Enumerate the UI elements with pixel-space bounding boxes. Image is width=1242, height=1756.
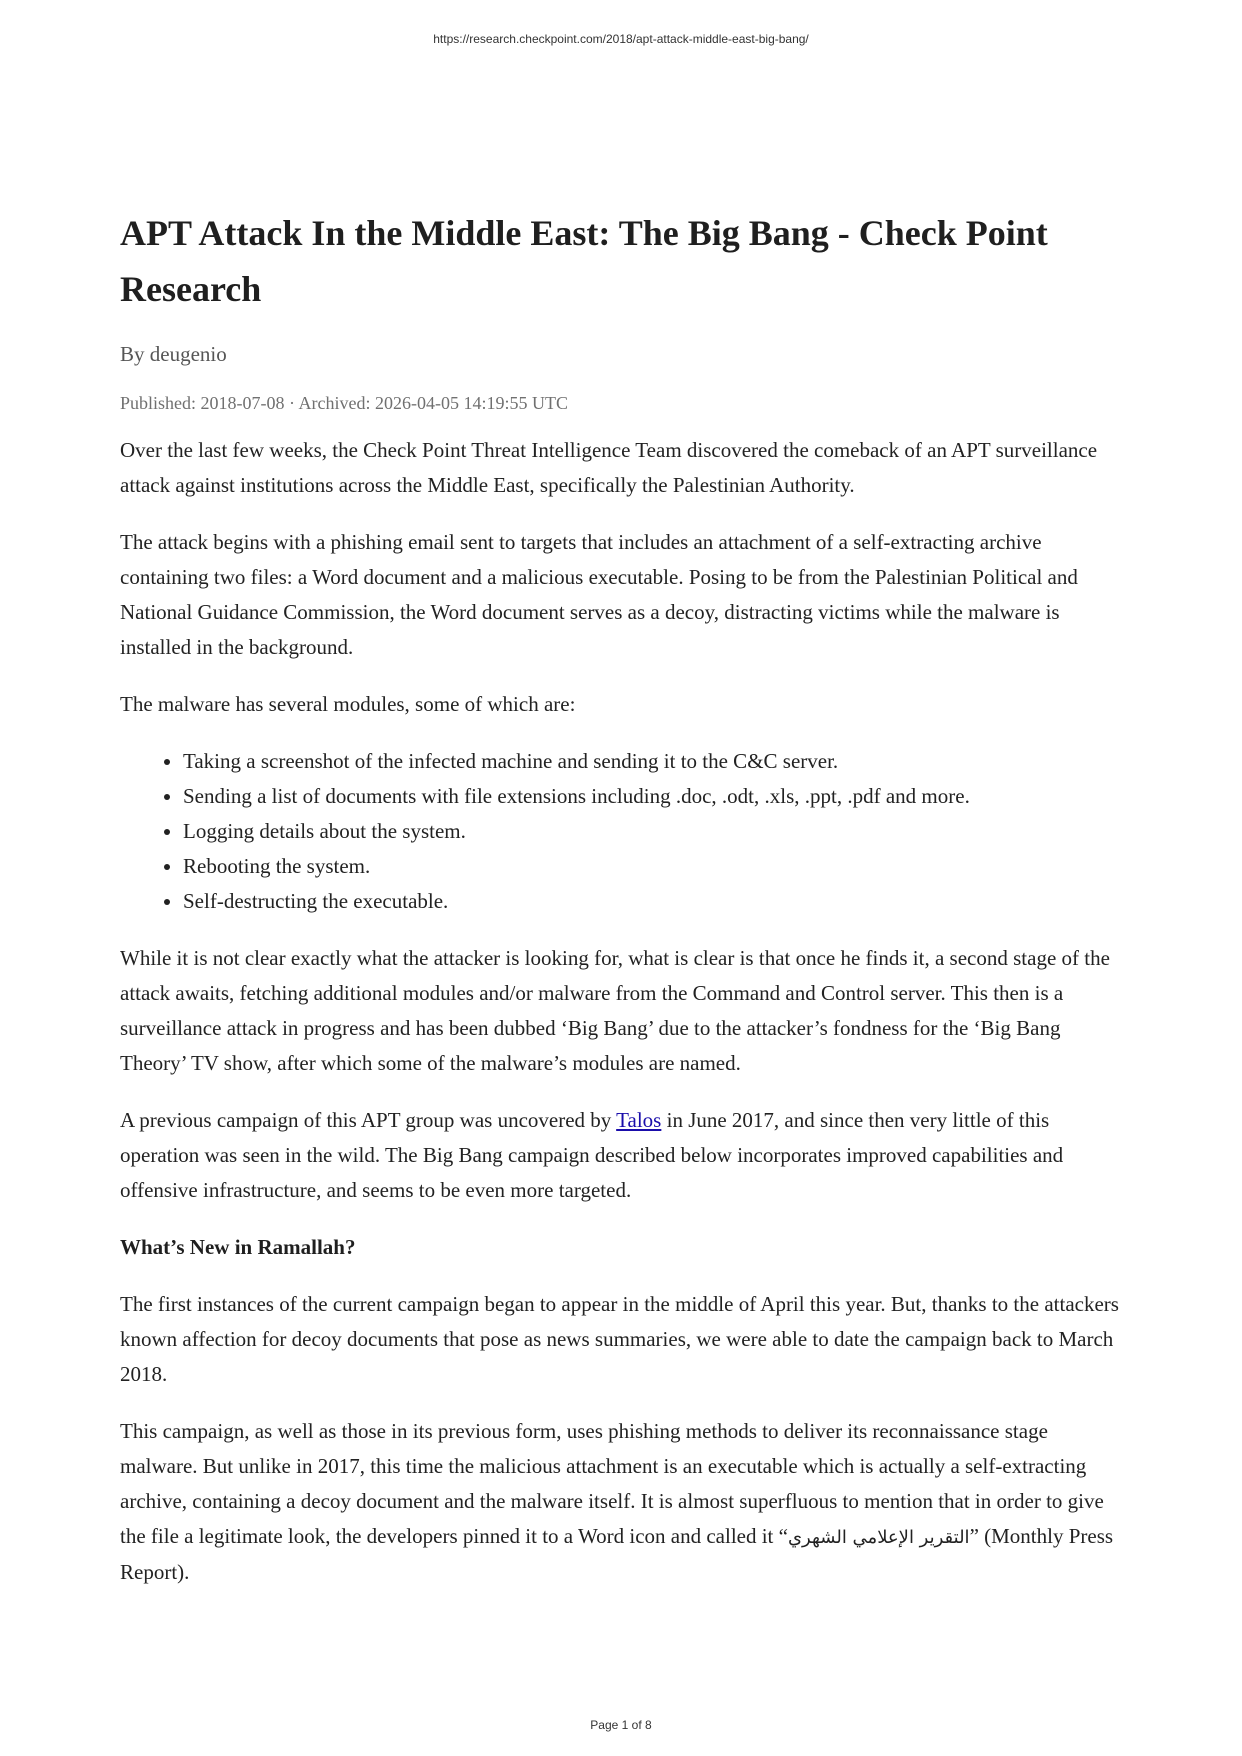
list-item: • Taking a screenshot of the infected machine and sending it to the C&C server.: [183, 744, 1130, 779]
paragraph-previous-campaign: [120, 1103, 1130, 1208]
talos-link[interactable]: Talos: [616, 1108, 662, 1132]
paragraph-second-stage: While it is not clear exactly what the attacker is looking for, what is clear is that once he finds it, a second stage of the attack awaits, fetching additional modules and/or malware from the Command and Control server. This then is a surveillance attack in progress and has been dubbed ‘Big Bang’ due to the attacker’s fondness for the ‘Big Bang Theory’ TV show, after which some of the malware’s modules are named.: [120, 946, 1110, 1075]
list-item: • Self-destructing the executable.: [183, 884, 1130, 919]
paragraph-intro: Over the last few weeks, the Check Point Threat Intelligence Team discovered the comeback of an APT surveillance attack against institutions across the Middle East, specifically the Palestinian Authority.: [120, 438, 1098, 497]
paragraph-attack: The attack begins with a phishing email sent to targets that includes an attachment of a self-extracting archive containing two files: a Word document and a malicious executable. Posing to be from the Palestinian Political and National Guidance Commission, the Word document serves as a decoy, distracting victims while the malware is installed in the background.: [120, 530, 1078, 659]
list-item: • Rebooting the system.: [183, 849, 1130, 884]
list-item: • Sending a list of documents with file extensions including .doc, .odt, .xls, .ppt, .pdf and more.: [183, 779, 1130, 814]
paragraph-text: A previous campaign of this APT group was uncovered by: [120, 1108, 617, 1132]
article-meta: Published: 2018-07-08 · Archived: 2026-04-05 14:19:55 UTC: [120, 393, 568, 413]
paragraph-phishing-methods: [120, 1414, 1130, 1590]
paragraph-modules-intro: The malware has several modules, some of which are:: [120, 692, 576, 716]
article-byline: By deugenio: [120, 342, 227, 366]
paragraph-text: in June 2017, and since then very little of this operation was seen in the wild. The Big Bang campaign described below incorporates improved capabilities and offensive infrastructure, and seems to be even more targeted.: [120, 1108, 1064, 1202]
article-title: APT Attack In the Middle East: The Big Bang - Check Point Research: [120, 213, 1048, 309]
page-url-header: https://research.checkpoint.com/2018/apt-attack-middle-east-big-bang/: [433, 32, 809, 46]
article-body: [120, 205, 1130, 1612]
paragraph-text: ” (Monthly Press Report).: [120, 1524, 1114, 1584]
paragraph-first-instances: The first instances of the current campaign began to appear in the middle of April this year. But, thanks to the attackers known affection for decoy documents that pose as news summaries, we were able to date the campaign back to March 2018.: [120, 1292, 1119, 1386]
paragraph-text: This campaign, as well as those in its previous form, uses phishing methods to deliver its reconnaissance stage malware. But unlike in 2017, this time the malicious attachment is an executable which is actually a self-extracting archive, containing a decoy document and the malware itself. It is almost superfluous to mention that in order to give the file a legitimate look, the developers pinned it to a Word icon and called it “: [120, 1419, 1104, 1548]
page-number-footer: Page 1 of 8: [590, 1718, 652, 1732]
list-item: • Logging details about the system.: [183, 814, 1130, 849]
arabic-filename: التقرير الإعلامي الشهري: [787, 1527, 970, 1548]
section-heading: What’s New in Ramallah?: [120, 1235, 356, 1259]
modules-list: [120, 744, 1130, 919]
